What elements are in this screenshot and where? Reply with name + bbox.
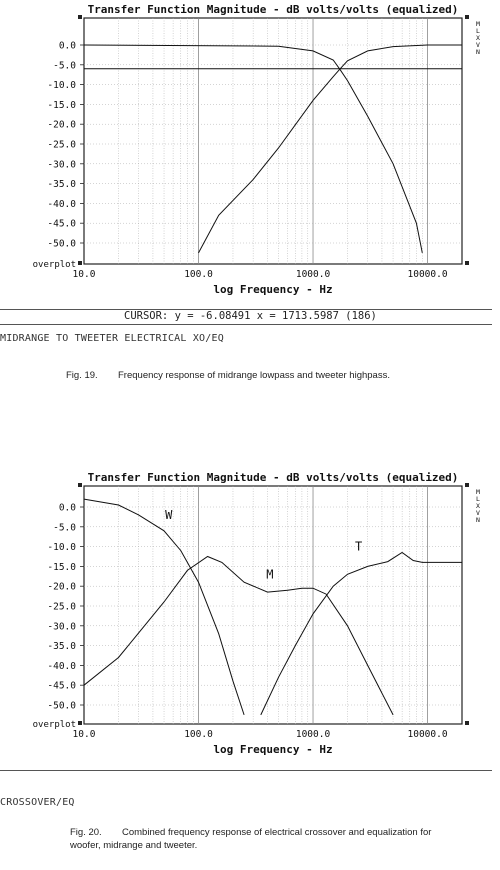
x-tick-label: 10.0 [72, 269, 96, 280]
section-slug: CROSSOVER/EQ [0, 797, 75, 808]
side-label-char: L [476, 27, 480, 35]
y-tick-label: 0.0 [58, 502, 76, 514]
figure-caption [70, 826, 460, 852]
axis-marker [78, 261, 82, 265]
x-axis-label: log Frequency - Hz [213, 743, 333, 756]
y-tick-label: -45.0 [47, 680, 76, 692]
y-tick-label: -30.0 [47, 621, 76, 633]
x-tick-label: 10000.0 [407, 269, 448, 280]
y-tick-label: -15.0 [47, 561, 76, 573]
side-label-char: M [476, 488, 480, 496]
plot-frame [84, 18, 462, 264]
x-tick-label: 10000.0 [407, 729, 448, 740]
series-annotation: W [165, 507, 173, 522]
series-annotation: M [266, 567, 274, 582]
side-label-char: V [476, 509, 480, 517]
axis-marker [78, 483, 82, 487]
series-line-t [261, 553, 462, 715]
x-tick-label: 10.0 [72, 729, 96, 740]
x-tick-label: 100.0 [184, 269, 213, 280]
series-line-m [84, 557, 393, 715]
axis-marker [465, 721, 469, 725]
chart-fig20 [0, 460, 500, 780]
x-axis-label: log Frequency - Hz [213, 283, 333, 296]
overplot-label: overplot [32, 260, 76, 270]
grid [84, 18, 462, 264]
section-slug: MIDRANGE TO TWEETER ELECTRICAL XO/EQ [0, 333, 224, 344]
cursor-readout: CURSOR: y = -6.08491 x = 1713.5987 (186) [124, 310, 377, 322]
axis-marker [465, 15, 469, 19]
side-label-char: X [476, 34, 480, 42]
axis-marker [465, 483, 469, 487]
caption-label: Fig. 20. [70, 827, 102, 838]
y-tick-label: -25.0 [47, 139, 76, 151]
y-tick-label: -5.0 [53, 522, 76, 534]
x-tick-label: 100.0 [184, 729, 213, 740]
side-label-char: X [476, 502, 480, 510]
side-label-char: V [476, 41, 480, 49]
y-tick-label: -35.0 [47, 179, 76, 191]
axis-marker [78, 721, 82, 725]
y-tick-label: -30.0 [47, 159, 76, 171]
y-tick-label: 0.0 [58, 40, 76, 52]
chart-title: Transfer Function Magnitude - dB volts/volts (equalized) [87, 471, 459, 484]
figure-caption [66, 369, 466, 382]
caption-label: Fig. 19. [66, 370, 98, 381]
divider-line [0, 324, 492, 325]
y-tick-label: -40.0 [47, 660, 76, 672]
y-tick-label: -25.0 [47, 601, 76, 613]
y-tick-label: -35.0 [47, 641, 76, 653]
chart-fig19 [0, 0, 500, 310]
y-tick-label: -50.0 [47, 700, 76, 712]
caption-text: Combined frequency response of electrical crossover and equalization for woofer, midrange and tweeter. [70, 827, 432, 851]
axis-marker [78, 15, 82, 19]
side-label-char: L [476, 495, 480, 503]
side-label-char: M [476, 20, 480, 28]
y-tick-label: -10.0 [47, 542, 76, 554]
side-label [476, 488, 480, 524]
y-tick-label: -5.0 [53, 60, 76, 72]
y-tick-label: -50.0 [47, 238, 76, 250]
series-annotation: T [354, 539, 363, 554]
side-label-char: N [476, 516, 480, 524]
axis-marker [465, 261, 469, 265]
y-tick-label: -40.0 [47, 198, 76, 210]
y-tick-label: -45.0 [47, 218, 76, 230]
x-tick-label: 1000.0 [295, 729, 331, 740]
overplot-label: overplot [32, 720, 76, 730]
y-tick-label: -20.0 [47, 119, 76, 131]
y-tick-label: -10.0 [47, 80, 76, 92]
side-label-char: N [476, 48, 480, 56]
y-tick-label: -15.0 [47, 99, 76, 111]
y-tick-label: -20.0 [47, 581, 76, 593]
side-label [476, 20, 480, 56]
caption-text: Frequency response of midrange lowpass and tweeter highpass. [118, 370, 390, 381]
chart-title: Transfer Function Magnitude - dB volts/volts (equalized) [87, 3, 459, 16]
x-tick-label: 1000.0 [295, 269, 331, 280]
divider-line [0, 770, 492, 771]
